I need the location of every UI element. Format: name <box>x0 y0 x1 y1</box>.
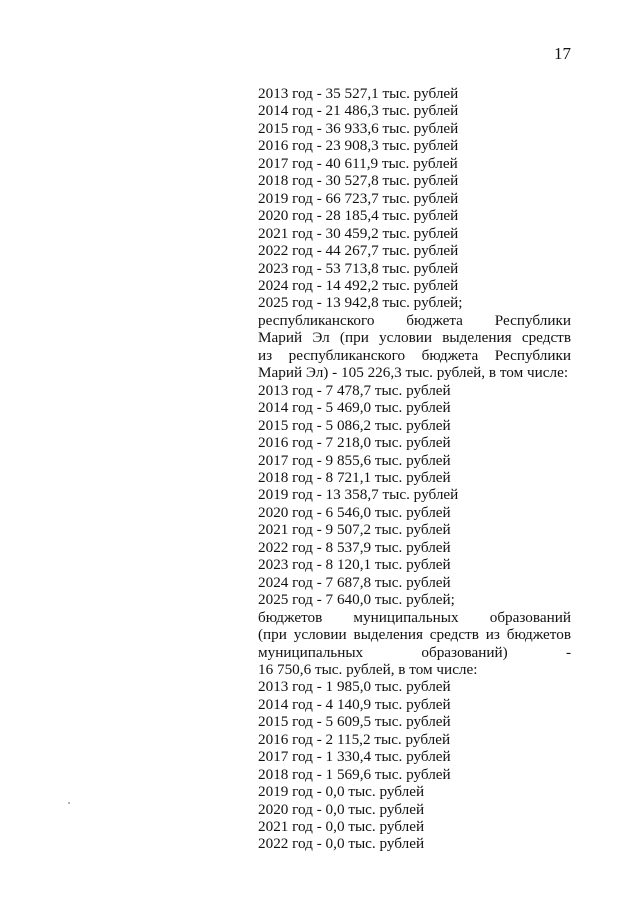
year-line: 2018 год - 30 527,8 тыс. рублей <box>258 172 459 190</box>
year-line: 2016 год - 23 908,3 тыс. рублей <box>258 137 459 155</box>
paragraph-last-line: Марий Эл) - 105 226,3 тыс. рублей, в том числе: <box>258 364 569 382</box>
word: образований) <box>421 643 508 661</box>
year-line: 2013 год - 7 478,7 тыс. рублей <box>258 381 451 399</box>
year-line: 2015 год - 5 609,5 тыс. рублей <box>258 713 451 731</box>
year-line: 2021 год - 9 507,2 тыс. рублей <box>258 521 451 539</box>
justified-line <box>258 644 571 661</box>
funding-by-year-list-federal <box>258 85 571 312</box>
word: из <box>258 346 273 364</box>
word: Республики <box>494 346 571 364</box>
year-line: 2024 год - 7 687,8 тыс. рублей <box>258 573 451 591</box>
year-line: 2014 год - 4 140,9 тыс. рублей <box>258 695 451 713</box>
year-line: 2013 год - 35 527,1 тыс. рублей <box>258 85 459 102</box>
year-line: 2023 год - 8 120,1 тыс. рублей <box>258 556 451 574</box>
year-line: 2017 год - 1 330,4 тыс. рублей <box>258 748 451 766</box>
year-line: 2014 год - 21 486,3 тыс. рублей <box>258 102 459 120</box>
year-line: 2015 год - 5 086,2 тыс. рублей <box>258 416 451 434</box>
word: муниципальных <box>258 643 364 661</box>
justified-line: (при условии выделения средств из бюджетов <box>258 626 571 644</box>
year-line: 2018 год - 8 721,1 тыс. рублей <box>258 468 451 486</box>
funding-by-year-list-republic <box>258 382 571 609</box>
year-line: 2013 год - 1 985,0 тыс. рублей <box>258 678 451 696</box>
year-line: 2014 год - 5 469,0 тыс. рублей <box>258 399 451 417</box>
page-number: 17 <box>554 44 571 63</box>
document-body <box>258 85 571 853</box>
justified-line <box>258 312 571 329</box>
year-line: 2022 год - 8 537,9 тыс. рублей <box>258 538 451 556</box>
paragraph-republic-budget <box>258 312 571 382</box>
year-line: 2025 год - 7 640,0 тыс. рублей; <box>258 591 455 609</box>
word: муниципальных <box>353 608 459 626</box>
word: Республики <box>494 311 571 329</box>
word: республиканского <box>288 346 406 364</box>
paragraph-last-line: 16 750,6 тыс. рублей, в том числе: <box>258 660 478 678</box>
year-line: 2019 год - 66 723,7 тыс. рублей <box>258 189 459 207</box>
justified-line <box>258 347 571 364</box>
year-line: 2017 год - 9 855,6 тыс. рублей <box>258 451 451 469</box>
year-line: 2016 год - 7 218,0 тыс. рублей <box>258 434 451 452</box>
word: образований <box>489 608 571 626</box>
year-line: 2019 год - 0,0 тыс. рублей <box>258 783 425 801</box>
word: республиканского <box>258 311 375 329</box>
justified-line: Марий Эл (при условии выделения средств <box>258 329 571 347</box>
paragraph-municipal-budgets <box>258 609 571 679</box>
year-line: 2022 год - 0,0 тыс. рублей <box>258 835 425 853</box>
year-line: 2020 год - 6 546,0 тыс. рублей <box>258 503 451 521</box>
year-line: 2020 год - 28 185,4 тыс. рублей <box>258 207 459 225</box>
year-line: 2020 год - 0,0 тыс. рублей <box>258 800 425 818</box>
word: бюджета <box>421 346 479 364</box>
year-line: 2022 год - 44 267,7 тыс. рублей <box>258 242 459 260</box>
year-line: 2021 год - 30 459,2 тыс. рублей <box>258 224 459 242</box>
year-line: 2024 год - 14 492,2 тыс. рублей <box>258 276 459 294</box>
year-line: 2017 год - 40 611,9 тыс. рублей <box>258 154 458 172</box>
funding-by-year-list-municipal <box>258 678 571 853</box>
justified-line <box>258 609 571 626</box>
year-line: 2023 год - 53 713,8 тыс. рублей <box>258 259 459 277</box>
year-line: 2018 год - 1 569,6 тыс. рублей <box>258 765 451 783</box>
year-line: 2021 год - 0,0 тыс. рублей <box>258 818 425 836</box>
word: бюджета <box>406 311 463 329</box>
year-line: 2016 год - 2 115,2 тыс. рублей <box>258 730 451 748</box>
word: бюджетов <box>258 608 323 626</box>
scan-speck <box>68 802 70 804</box>
year-line: 2015 год - 36 933,6 тыс. рублей <box>258 119 459 137</box>
year-line: 2019 год - 13 358,7 тыс. рублей <box>258 486 459 504</box>
word: - <box>565 643 571 661</box>
year-line: 2025 год - 13 942,8 тыс. рублей; <box>258 294 463 312</box>
